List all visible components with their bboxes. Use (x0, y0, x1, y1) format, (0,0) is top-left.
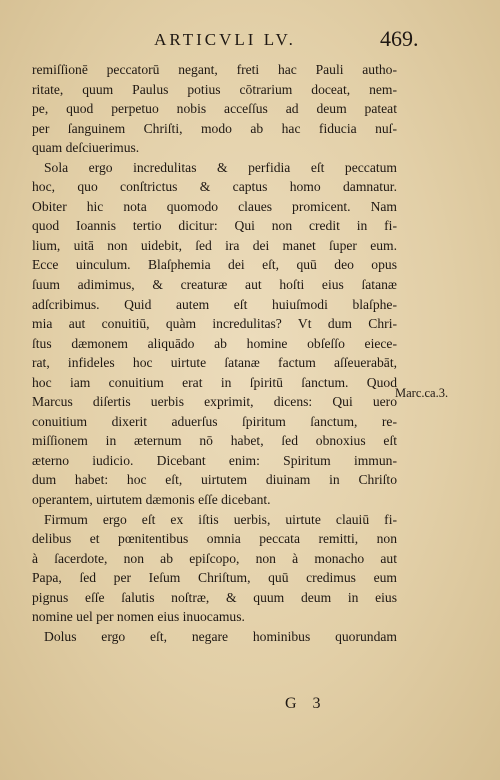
text-line: pignus eſſe ſalutis noſtræ, & quum deum in eius (32, 589, 397, 605)
text-line: æterno iudicio. Dicebant enim: Spiritum immun- (32, 452, 397, 468)
text-line: ſtus dæmonem aliquādo ab homine obſeſſo eiece- (32, 335, 397, 351)
page-number: 469. (380, 26, 419, 51)
paragraph-start-line: Dolus ergo eſt, negare hominibus quorundam (44, 628, 397, 644)
text-line: Marcus diſertis uerbis exprimit, dicens: Qui uero (32, 394, 397, 410)
text-line: rat, infideles hoc uirtute ſatanæ factum aſſeuerabāt, (32, 355, 397, 371)
text-line: adſcribimus. Quid autem eſt huiuſmodi blaſphe- (32, 296, 397, 312)
text-line: quod Ioannis tertio dicitur: Qui non credit in fi- (32, 218, 397, 234)
marginal-note: Marc.ca.3. (395, 386, 449, 400)
page-header (0, 26, 500, 56)
text-line: quam deſciuerimus. (32, 140, 140, 156)
paragraph-start-line: Firmum ergo eſt ex iſtis uerbis, uirtute clauiū fi- (44, 511, 397, 527)
text-line: hoc iam conuitium erat in ſpiritū ſanctum. Quod (32, 374, 397, 390)
text-line: remiſſionē peccatorū negant, freti hac Pauli autho- (32, 62, 397, 77)
text-line: Ecce uinculum. Blaſphemia dei eſt, quū deo opus (32, 257, 397, 273)
running-head: ARTICVLI LV. (154, 30, 296, 49)
body-text (32, 60, 397, 646)
text-line: miſſionem in æternum nō habet, ſed obnoxius eſt (32, 433, 397, 449)
text-line: delibus et pœnitentibus omnia peccata remitti, non (32, 531, 397, 547)
text-line: conuitium dixerit aduerſus ſpiritum ſanctum, re- (32, 413, 397, 429)
paragraph-start-line: Sola ergo incredulitas & perfidia eſt peccatum (44, 159, 397, 175)
text-line: hoc, quo conſtrictus & captus homo damnatur. (32, 179, 397, 195)
text-line: nomine uel per nomen eius inuocamus. (32, 609, 245, 625)
text-line: operantem, uirtutem dæmonis eſſe dicebant. (32, 492, 271, 508)
text-line: ritate, quum Paulus potius cōtrarium doceat, nem- (32, 81, 397, 97)
text-line: per ſanguinem Chriſti, modo ab hac fiducia nuſ- (32, 120, 397, 136)
text-line: mia aut conuitiū, quàm incredulitas? Vt dum Chri- (32, 316, 397, 332)
text-line: dum habet: hoc eſt, uirtutem diuinam in Chriſto (32, 472, 397, 488)
text-line: Obiter hic nota quomodo claues promicent. Nam (32, 198, 397, 214)
text-line: lium, uitā non uidebit, ſed ira dei manet ſuper eum. (32, 237, 397, 253)
signature-mark: G 3 (285, 695, 327, 712)
text-line: ſuum adimimus, & creaturæ aut hoſti eius ſatanæ (32, 277, 397, 293)
text-line: à ſacerdote, non ab epiſcopo, non à monacho aut (32, 550, 397, 566)
text-line: Papa, ſed per Ieſum Chriſtum, quū credimus eum (32, 570, 397, 586)
text-line: pe, quod perpetuo nobis acceſſus ad deum pateat (32, 101, 397, 117)
